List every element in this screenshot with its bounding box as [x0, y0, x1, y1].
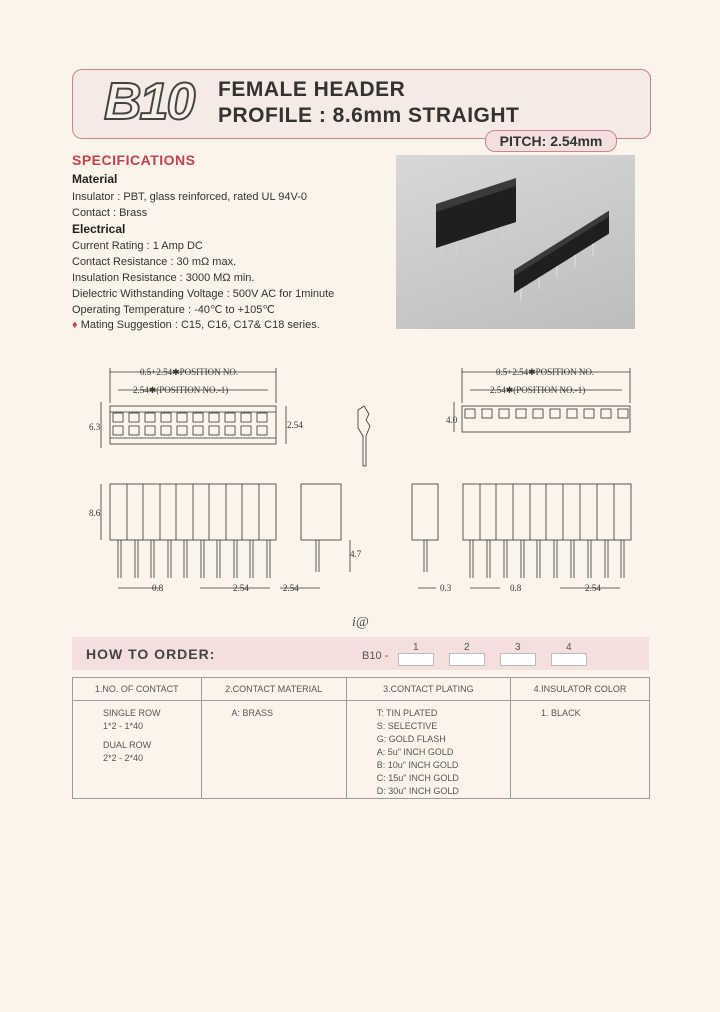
- how-to-order-heading: HOW TO ORDER:: [86, 646, 216, 662]
- spec-line: Contact Resistance : 30 mΩ max.: [72, 256, 237, 268]
- order-slot-number: 3: [515, 642, 521, 653]
- dim-254-mid: 2.54: [283, 583, 299, 593]
- insulator-color-cell: 1. BLACK: [511, 701, 650, 799]
- order-table-header: [73, 678, 650, 701]
- order-prefix: B10 -: [362, 650, 389, 662]
- spec-line: Contact : Brass: [72, 207, 148, 219]
- column-header: 1.NO. OF CONTACT: [73, 678, 202, 701]
- dim-86: 8.6: [89, 508, 101, 518]
- dim-40: 4.0: [446, 415, 458, 425]
- dim-63: 6.3: [89, 422, 101, 432]
- contact-plating-cell: T: TIN PLATED S: SELECTIVE G: GOLD FLASH A: 5u" INCH GOLD B: 10u" INCH GOLD C: 15u" INCH GOLD D: 30u" INCH GOLD: [346, 701, 510, 799]
- dim-right-inner: 2.54✱(POSITION NO.-1): [490, 385, 586, 395]
- spec-line: Operating Temperature : -40℃ to +105℃: [72, 304, 275, 316]
- spec-line: Insulation Resistance : 3000 MΩ min.: [72, 272, 255, 284]
- order-table-row: [73, 701, 650, 799]
- brand-logo: i@: [352, 615, 369, 630]
- product-code: B10: [104, 73, 194, 131]
- diamond-icon: ♦: [72, 319, 78, 331]
- dim-254-height: 2.54: [287, 420, 303, 430]
- dim-08-left: 0.8: [152, 583, 164, 593]
- column-header: 3.CONTACT PLATING: [346, 678, 510, 701]
- mating-text: Mating Suggestion : C15, C16, C17& C18 series.: [80, 319, 320, 331]
- order-table: [72, 677, 650, 799]
- spec-line: Current Rating : 1 Amp DC: [72, 240, 203, 252]
- contact-count-cell: SINGLE ROW 1*2 - 1*40 DUAL ROW 2*2 - 2*40: [73, 701, 202, 799]
- dim-left-top: 0.5+2.54✱POSITION NO.: [140, 367, 239, 377]
- order-slot-1: [398, 653, 434, 666]
- dim-254-left: 2.54: [233, 583, 249, 593]
- title-line-2: PROFILE : 8.6mm STRAIGHT: [218, 104, 520, 127]
- order-slot-number: 4: [566, 642, 572, 653]
- material-heading: Material: [72, 172, 118, 186]
- pitch-badge: PITCH: 2.54mm: [485, 130, 617, 152]
- spec-line: Dielectric Withstanding Voltage : 500V AC for 1minute: [72, 288, 335, 300]
- dim-03: 0.3: [440, 583, 452, 593]
- dim-47: 4.7: [350, 549, 362, 559]
- order-slot-3: [500, 653, 536, 666]
- column-header: 2.CONTACT MATERIAL: [201, 678, 346, 701]
- contact-material-cell: A: BRASS: [201, 701, 346, 799]
- order-slot-4: [551, 653, 587, 666]
- specifications-heading: SPECIFICATIONS: [72, 152, 196, 168]
- column-header: 4.INSULATOR COLOR: [511, 678, 650, 701]
- dim-right-top: 0.5+2.54✱POSITION NO.: [496, 367, 595, 377]
- title-line-1: FEMALE HEADER: [218, 78, 406, 101]
- order-slot-2: [449, 653, 485, 666]
- order-slot-number: 2: [464, 642, 470, 653]
- dim-08-right: 0.8: [510, 583, 522, 593]
- spec-line: Insulator : PBT, glass reinforced, rated UL 94V-0: [72, 191, 307, 203]
- dim-254-right: 2.54: [585, 583, 601, 593]
- order-slot-number: 1: [413, 642, 419, 653]
- electrical-heading: Electrical: [72, 222, 126, 236]
- dim-left-inner: 2.54✱(POSITION NO.-1): [133, 385, 229, 395]
